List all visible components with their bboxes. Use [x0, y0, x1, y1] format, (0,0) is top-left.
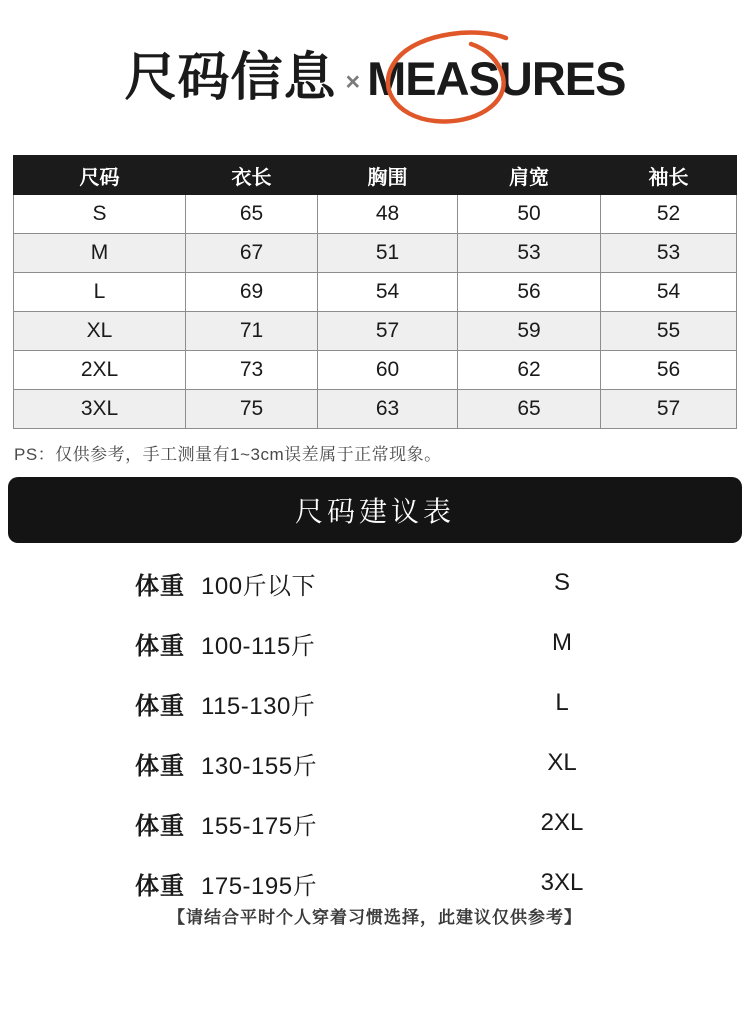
weight-range: 115-130斤: [201, 692, 316, 720]
size-suggestion-banner: [8, 477, 742, 543]
size-value: XL: [547, 749, 577, 776]
suggestion-row: [0, 853, 750, 913]
size-cell: XL: [14, 312, 186, 351]
table-cell: 57: [601, 390, 737, 429]
table-cell: 65: [186, 195, 318, 234]
weight-label: 体重: [135, 632, 185, 660]
size-cell: S: [14, 195, 186, 234]
size-value: L: [555, 689, 569, 716]
table-cell: 54: [318, 273, 458, 312]
size-value: S: [553, 569, 570, 596]
table-row: [14, 390, 737, 429]
table-cell: 60: [318, 351, 458, 390]
size-cell: L: [14, 273, 186, 312]
size-table-header-row: [14, 156, 737, 195]
size-cell: 3XL: [14, 390, 186, 429]
table-cell: 48: [318, 195, 458, 234]
table-cell: 56: [458, 273, 601, 312]
column-header-sleeve: 袖长: [601, 156, 737, 195]
weight-range: 130-155斤: [201, 752, 318, 780]
table-cell: 59: [458, 312, 601, 351]
table-cell: 67: [186, 234, 318, 273]
table-cell: 62: [458, 351, 601, 390]
weight-range: 100-115斤: [201, 632, 316, 660]
weight-label: 体重: [135, 812, 185, 840]
weight-range: 175-195斤: [201, 872, 318, 900]
weight-label: 体重: [135, 572, 185, 600]
table-row: [14, 312, 737, 351]
weight-range: 155-175斤: [201, 812, 318, 840]
table-cell: 75: [186, 390, 318, 429]
table-row: [14, 234, 737, 273]
circle-annotation-icon: [359, 25, 519, 129]
table-cell: 63: [318, 390, 458, 429]
size-table: [13, 155, 737, 429]
column-header-length: 衣长: [186, 156, 318, 195]
table-row: [14, 351, 737, 390]
table-cell: 56: [601, 351, 737, 390]
suggestion-row: [0, 613, 750, 673]
size-cell: M: [14, 234, 186, 273]
table-cell: 55: [601, 312, 737, 351]
page-title: [0, 46, 750, 110]
title-cn: 尺码信息: [124, 49, 337, 107]
suggestion-row: [0, 673, 750, 733]
multiply-icon: ×: [345, 67, 361, 96]
weight-range: 100斤以下: [201, 572, 317, 600]
table-cell: 53: [601, 234, 737, 273]
table-cell: 51: [318, 234, 458, 273]
banner-title: 尺码建议表: [294, 496, 455, 527]
weight-label: 体重: [135, 872, 185, 900]
table-cell: 57: [318, 312, 458, 351]
column-header-shoulder: 肩宽: [458, 156, 601, 195]
table-cell: 52: [601, 195, 737, 234]
suggestion-row: [0, 793, 750, 853]
footnote: 【请结合平时个人穿着习惯选择，此建议仅供参考】: [168, 908, 582, 927]
ps-note: PS：仅供参考，手工测量有1~3cm误差属于正常现象。: [14, 445, 442, 464]
table-cell: 65: [458, 390, 601, 429]
table-cell: 69: [186, 273, 318, 312]
table-cell: 71: [186, 312, 318, 351]
weight-label: 体重: [135, 692, 185, 720]
column-header-chest: 胸围: [318, 156, 458, 195]
size-cell: 2XL: [14, 351, 186, 390]
size-value: M: [552, 629, 572, 656]
table-row: [14, 195, 737, 234]
title-en: [367, 51, 626, 105]
column-header-size: 尺码: [14, 156, 186, 195]
suggestion-list: [0, 553, 750, 913]
suggestion-row: [0, 733, 750, 793]
table-cell: 54: [601, 273, 737, 312]
table-row: [14, 273, 737, 312]
table-cell: 73: [186, 351, 318, 390]
table-cell: 53: [458, 234, 601, 273]
suggestion-row: [0, 553, 750, 613]
title-en-text: MEASURES: [367, 51, 626, 105]
table-cell: 50: [458, 195, 601, 234]
size-value: 3XL: [540, 869, 584, 896]
weight-label: 体重: [135, 752, 185, 780]
size-value: 2XL: [540, 809, 584, 836]
